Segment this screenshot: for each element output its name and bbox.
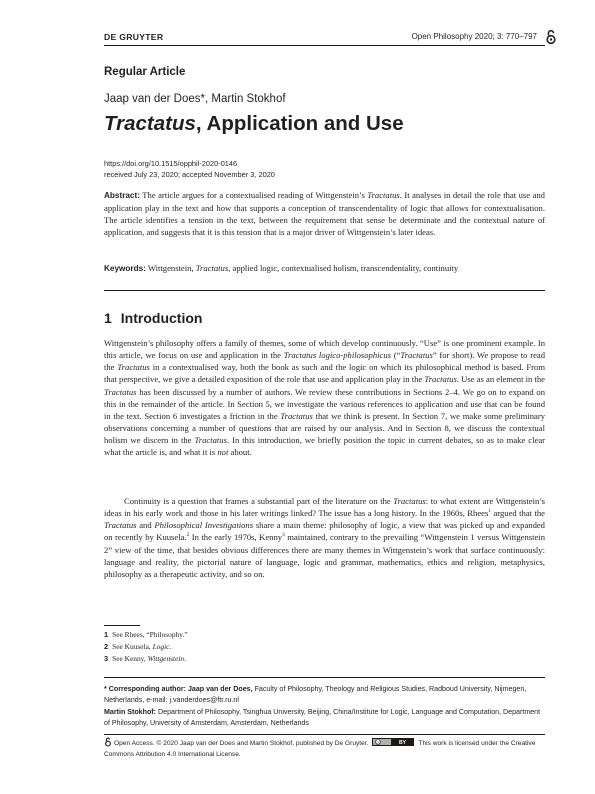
license-statement bbox=[104, 738, 545, 761]
section-heading bbox=[104, 310, 202, 326]
publisher-name: DE GRUYTER bbox=[104, 32, 164, 42]
open-access-icon bbox=[104, 737, 112, 747]
footnote-3: 3 See Kenny, Wittgenstein. bbox=[104, 654, 186, 663]
title-italic-part: Tractatus bbox=[104, 112, 196, 135]
article-type: Regular Article bbox=[104, 66, 186, 78]
keywords-label: Keywords: bbox=[104, 264, 146, 273]
section-title: Introduction bbox=[120, 310, 203, 326]
footnote-number: 3 bbox=[104, 654, 109, 663]
corresponding-affiliation: Faculty of Philosophy, Theology and Religious Studies, Radboud University, Nijmegen, Netherlands, e-mail: j.vanderdoes@ftr.ru.nl bbox=[104, 685, 527, 705]
corresponding-label: * Corresponding author: Jaap van der Does, bbox=[104, 685, 253, 693]
abstract-rule bbox=[104, 290, 545, 291]
open-access-icon bbox=[545, 29, 557, 45]
footnote-2: 2 See Kuusela, Logic. bbox=[104, 642, 172, 651]
svg-text:cc: cc bbox=[376, 740, 381, 745]
article-title bbox=[104, 112, 404, 136]
footnote-number: 1 bbox=[104, 630, 109, 639]
second-author-label: Martin Stokhof: bbox=[104, 707, 157, 716]
author-list: Jaap van der Does*, Martin Stokhof bbox=[104, 93, 286, 105]
footnote-number: 2 bbox=[104, 642, 109, 651]
license-rule bbox=[104, 734, 545, 735]
footnote-1: 1 See Rhees, “Philosophy.” bbox=[104, 630, 188, 639]
badge-text: BY bbox=[399, 740, 407, 747]
title-rest: , Application and Use bbox=[195, 112, 404, 135]
second-author-affiliation: Department of Philosophy, Tsinghua University, Beijing, China/Institute for Logic, Language and Computation, Department of Philosophy, University of Amsterdam, Amsterdam, Netherlands bbox=[104, 707, 541, 728]
license-prefix: Open Access. © 2020 Jaap van der Does and Martin Stokhof, published by De Gruyter. bbox=[114, 740, 369, 747]
footer-rule bbox=[104, 677, 545, 678]
abstract-label: Abstract: bbox=[104, 191, 140, 200]
header-rule bbox=[104, 45, 545, 46]
body-paragraph-2: Continuity is a question that frames a substantial part of the literature on the Tractatus: to what extent are Wittgenstein’s ideas in his early work and those in his later writings linked? The issue has a long history. In the 1960s, Rhees$^1$ argued that the Tractatus and Philosophical Investigations share a main theme: philosophy of logic, a view that was picked up and expanded on recently by Kuusela.$^2$ In the early 1970s, Kenny$^3$ maintained, contrary to the prevailing “Wittgenstein 1 versus Wittgenstein 2” view of the time, that besides obvious differences there are many themes in Wittgenstein’s work that surface continuously: language and reality, the pictorial nature of language, logic and grammar, mathematics, ethics and religion, metaphysics, philosophy as a therapeutic activity, and so on. bbox=[104, 496, 545, 579]
keywords: Keywords: Wittgenstein, Tractatus, applied logic, contextualised holism, transcendentality, continuity bbox=[104, 263, 459, 273]
doi-link[interactable]: https://doi.org/10.1515/opphil-2020-0146 bbox=[104, 159, 238, 168]
body-paragraph-1: Wittgenstein’s philosophy offers a family of themes, some of which develop continuously. “Use” is one prominent example. In this article, we focus on use and application in the Tractatus logico-philosophicus (“Tractatus” for short). We propose to read the Tractatus in a contextualised way, both the book as such and the logic on which its philosophical method is based. From that perspective, we give a detailed exposition of the role that use and application play in the Tractatus. Use as an element in the Tractatus has been discussed by a number of authors. We review these contributions in Sections 2–4. We go on to expand on this in the remainder of the article. In Section 5, we investigate the various references to application and use that can be found in the text. Section 6 investigates a friction in the Tractatus that we think is present. In Section 7, we make some preliminary observations concerning a number of questions that are raised by our analysis. And in Section 8, we discuss the contextual holism we discern in the Tractatus. In this introduction, we briefly position the topic in current debates, so as to make clear what the article is, and what it is not about. bbox=[104, 338, 546, 458]
journal-citation: Open Philosophy 2020; 3: 770–797 bbox=[411, 32, 537, 41]
abstract: Abstract: The article argues for a contextualised reading of Wittgenstein’s Tractatus. It analyses in detail the role that use and application play in the text and how that supports a conception of transcendentality of logic that allows for contextualisation. The article identifies a tension in the text, between the requirement that sense be determinate and the contextual nature of application, and suggests that it is this tension that is a major driver of Wittgenstein’s later ideas. bbox=[104, 190, 545, 238]
corresponding-author bbox=[104, 684, 545, 730]
footnote-rule bbox=[104, 625, 140, 626]
license-suffix: This work is licensed under the Creative Commons Attribution 4.0 International License. bbox=[104, 740, 536, 759]
cc-by-license-badge[interactable] bbox=[372, 738, 414, 746]
received-dates: received July 23, 2020; accepted November 3, 2020 bbox=[104, 170, 275, 179]
section-number: 1 bbox=[104, 310, 112, 326]
